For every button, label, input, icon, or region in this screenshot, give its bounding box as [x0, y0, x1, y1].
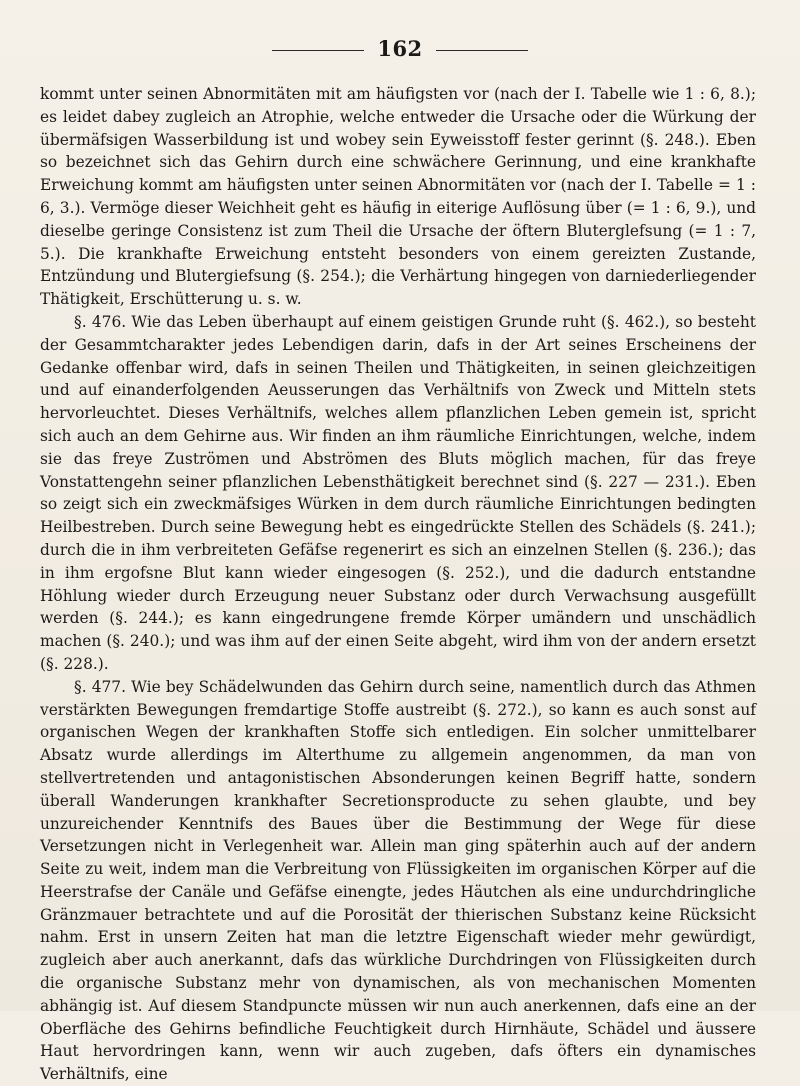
paragraph-477: §. 477. Wie bey Schädelwunden das Gehirn durch seine, namentlich durch das Athmen verstärkten Bewegungen fremdartige Stoffe austreibt (§. 272.), so kann es auch sonst auf organischen Wegen der krankhaften Stoffe sich entledigen. Ein solcher unmittelbarer Absatz wurde allerdings im Alterthume zu allgemein angenommen, da man von stellvertretenden und antagonistischen Absonderungen keinen Begriff hatte, sondern überall Wanderungen krankhafter Secretionsproducte zu sehen glaubte, und bey unzureichender Kenntnifs des Baues über die Bestimmung der Wege für diese Versetzungen nicht in Verlegenheit war. Allein man ging späterhin auch auf der andern Seite zu weit, indem man die Verbreitung von Flüssigkeiten im organischen Körper auf die Heerstrafse der Canäle und Gefäfse einengte, jedes Häutchen als eine undurchdringliche Gränzmauer betrachtete und auf die Porosität der thierischen Substanz keine Rücksicht nahm. Erst in unsern Zeiten hat man die letztre Eigenschaft wieder mehr gewürdigt, zugleich aber auch anerkannt, dafs das würkliche Durchdringen von Flüssigkeiten durch die organische Substanz mehr von dynamischen, als von mechanischen Momenten abhängig ist. Auf diesem Standpuncte müssen wir nun auch anerkennen, dafs eine an der Oberfläche des Gehirns befindliche Feuchtigkeit durch Hirnhäute, Schädel und äussere Haut hervordringen kann, wenn wir auch zugeben, dafs öfters ein dynamisches Verhältnifs, eine — [40, 677, 756, 1084]
header-rule-left — [272, 50, 364, 51]
paragraph-continuation: kommt unter seinen Abnormitäten mit am häufigsten vor (nach der I. Tabelle wie 1 : 6, 8.); es leidet dabey zugleich an Atrophie, welche entweder die Ursache oder die Würkung der übermäfsigen Wasserbildung ist und wobey sein Eyweisstoff fester gerinnt (§. 248.). Eben so bezeichnet sich das Gehirn durch eine schwächere Gerinnung, und eine krankhafte Erweichung kommt am häufigsten unter seinen Abnormitäten vor (nach der I. Tabelle = 1 : 6, 3.). Vermöge dieser Weichheit geht es häufig in eiterige Auflösung über (= 1 : 6, 9.), und dieselbe geringe Consistenz ist zum Theil die Ursache der öftern Bluterglefsung (= 1 : 7, 5.). Die krankhafte Erweichung entsteht besonders von einem gereizten Zustande, Entzündung und Blutergiefsung (§. 254.); die Verhärtung hingegen von darniederliegender Thätigkeit, Erschütterung u. s. w. — [40, 85, 756, 309]
page-header — [0, 36, 800, 62]
body-text — [40, 83, 756, 1086]
paragraph-476: §. 476. Wie das Leben überhaupt auf einem geistigen Grunde ruht (§. 462.), so besteht der Gesammtcharakter jedes Lebendigen darin, dafs in der Art seines Erscheinens der Gedanke offenbar wird, dafs in seinen Theilen und Thätigkeiten, in seinen gleichzeitigen und auf einanderfolgenden Aeusserungen das Verhältnifs von Zweck und Mitteln stets hervorleuchtet. Dieses Verhältnifs, welches allem pflanzlichen Leben gemein ist, spricht sich auch an dem Gehirne aus. Wir finden an ihm räumliche Einrichtungen, welche, indem sie das freye Zuströmen und Abströmen des Bluts möglich machen, für das freye Vonstattengehn seiner pflanzlichen Lebensthätigkeit berechnet sind (§. 227 — 231.). Eben so zeigt sich ein zweckmäfsiges Würken in dem durch räumliche Einrichtungen bedingten Heilbestreben. Durch seine Bewegung hebt es eingedrückte Stellen des Schädels (§. 241.); durch die in ihm verbreiteten Gefäfse regenerirt es sich an einzelnen Stellen (§. 236.); das in ihm ergofsne Blut kann wieder eingesogen (§. 252.), und die dadurch entstandne Höhlung wieder durch Erzeugung neuer Substanz oder durch Verwachsung ausgefüllt werden (§. 244.); es kann eingedrungene fremde Körper umändern und unschädlich machen (§. 240.); und was ihm auf der einen Seite abgeht, wird ihm von der andern ersetzt (§. 228.). — [40, 312, 756, 673]
header-rule-right — [436, 50, 528, 51]
page-number: 162 — [377, 36, 423, 61]
